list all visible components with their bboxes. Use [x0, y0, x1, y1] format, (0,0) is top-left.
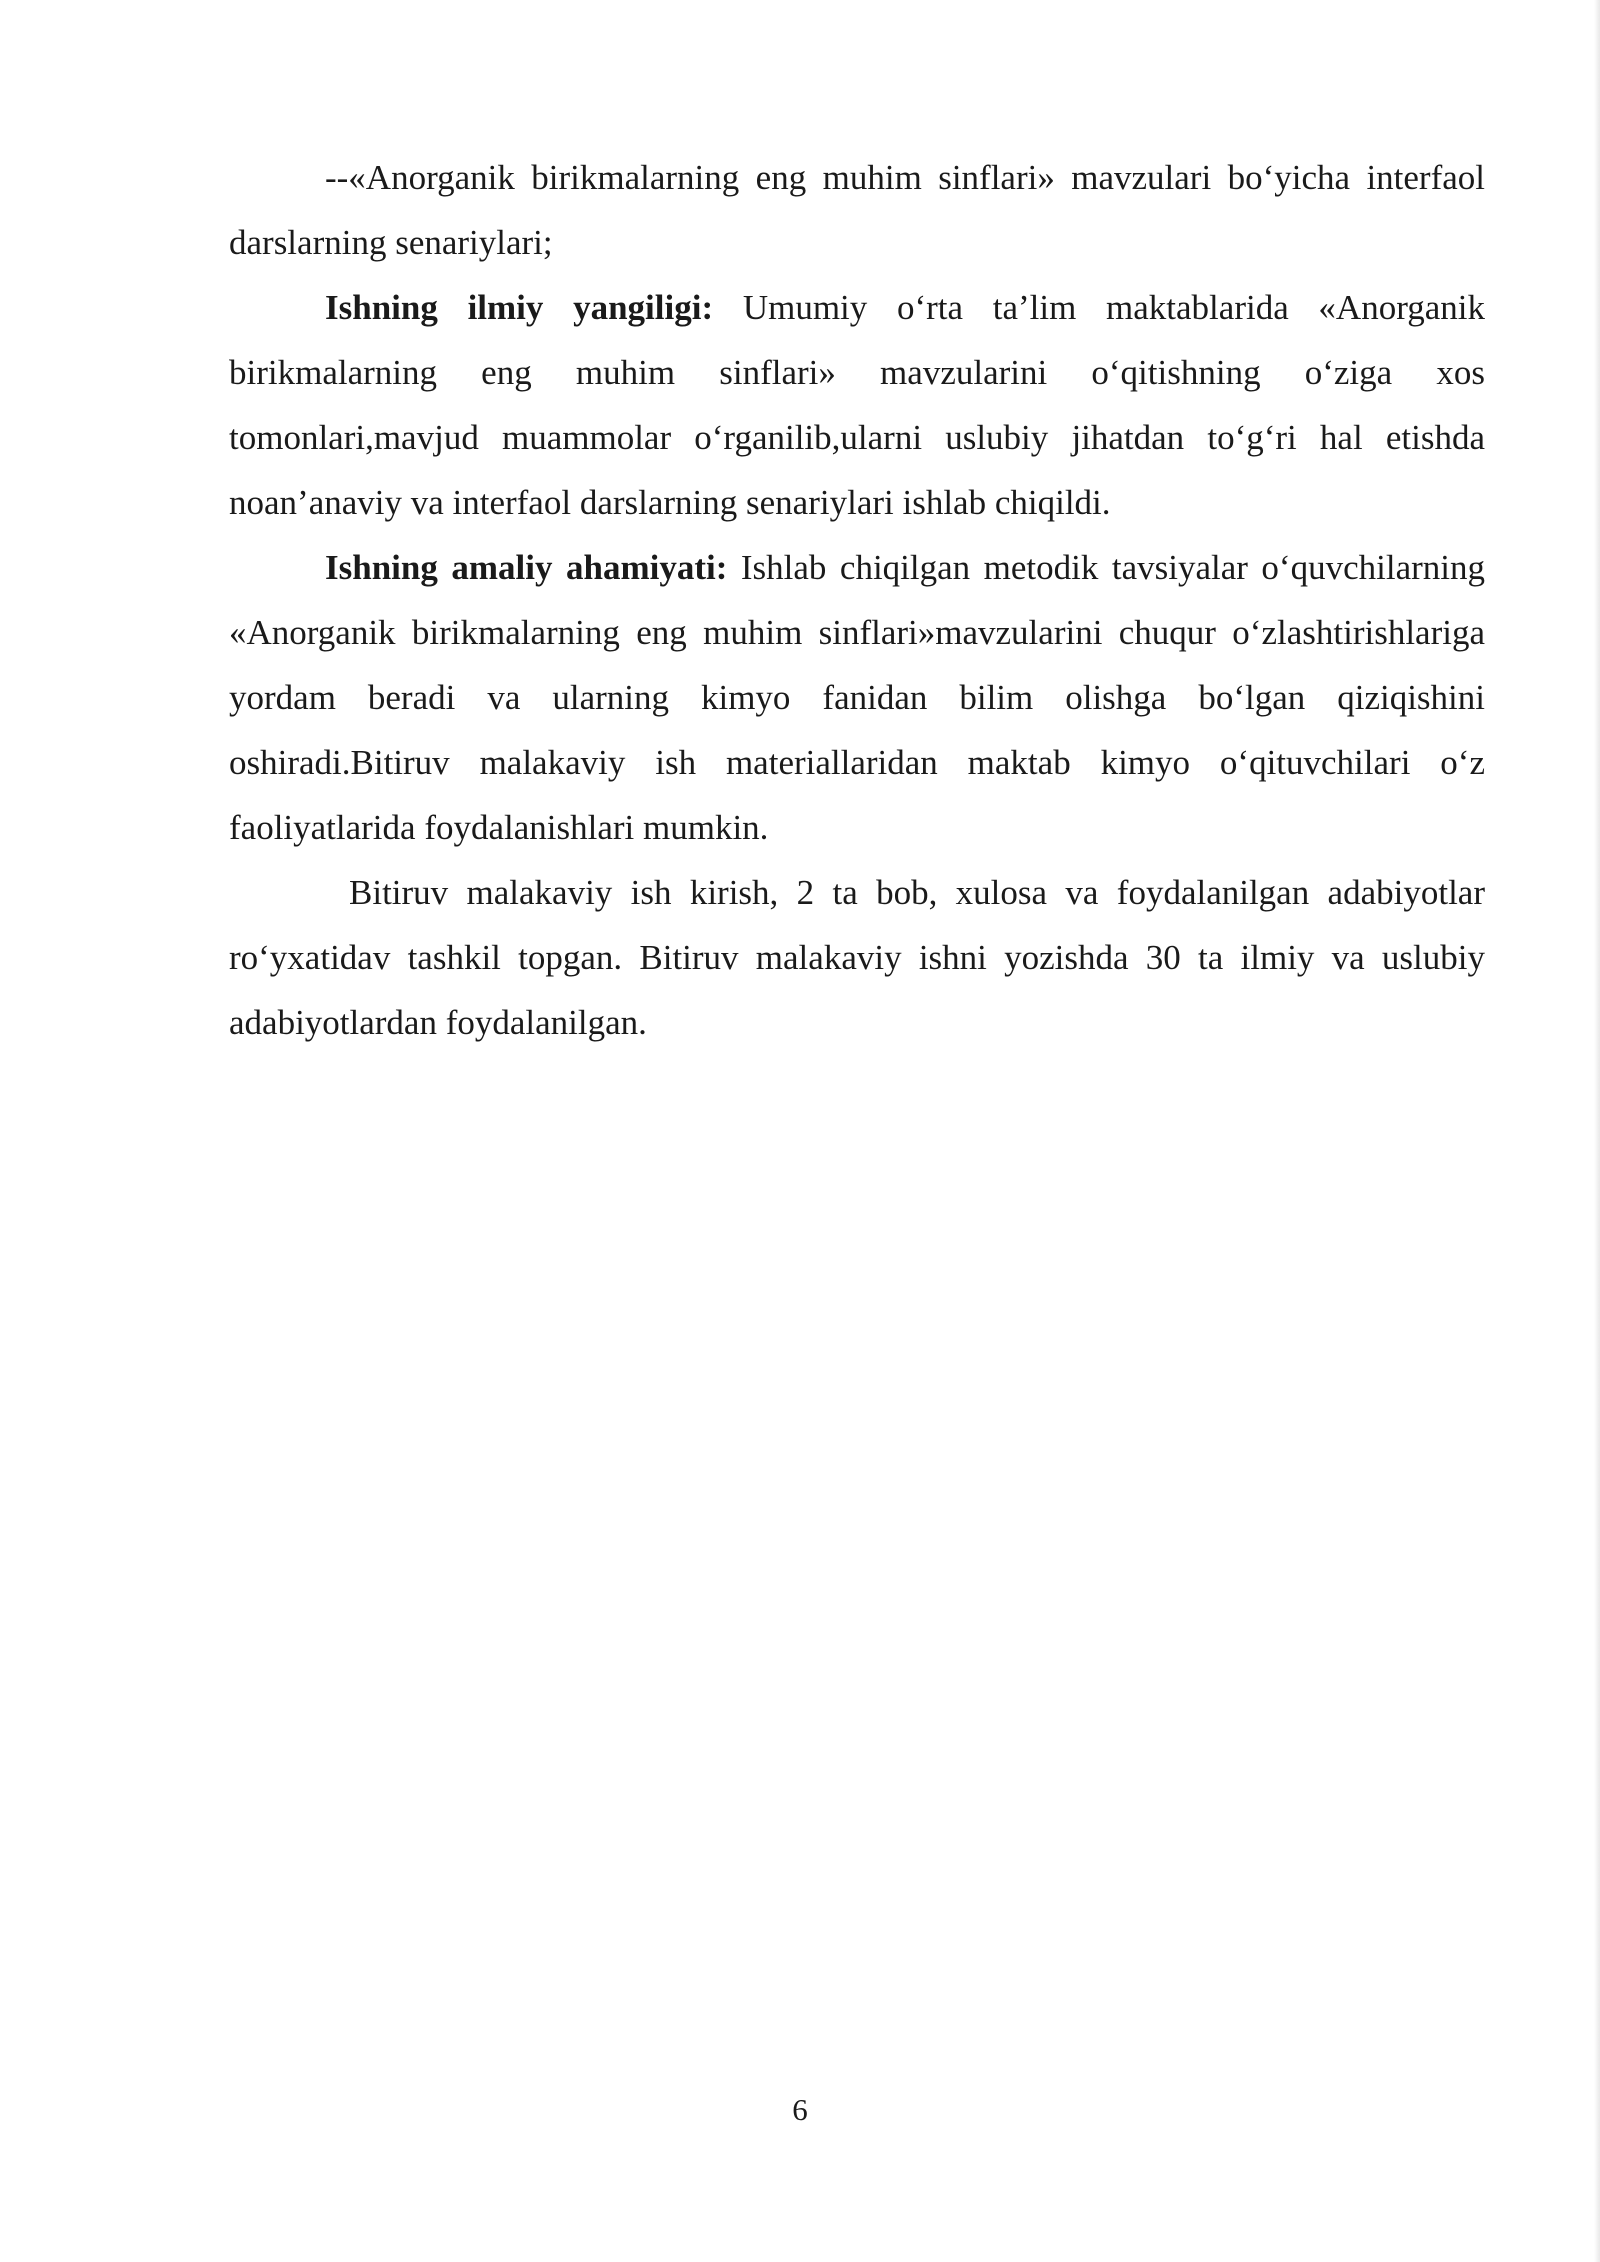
paragraph-text: --«Anorganik birikmalarning eng muhim sinflari» mavzulari bo‘yicha interfaol darslarning senariylari; [229, 158, 1485, 262]
paragraph-interactive-lessons [229, 145, 1485, 275]
page-number: 6 [792, 2092, 808, 2127]
paragraph-heading: Ishning ilmiy yangiligi: [325, 288, 714, 327]
paragraph-text: Ishlab chiqilgan metodik tavsiyalar o‘quvchilarning «Anorganik birikmalarning eng muhim sinflari»mavzularini chuqur o‘zlashtirishlariga yordam beradi va ularning kimyo fanidan bilim olishga bo‘lgan qiziqishini oshiradi.Bitiruv malakaviy ish materiallaridan maktab kimyo o‘qituvchilari o‘z faoliyatlarida foydalanishlari mumkin. [229, 548, 1485, 847]
paragraph-structure [229, 860, 1485, 1055]
paragraph-practical-significance [229, 535, 1485, 860]
paragraph-text: Umumiy o‘rta ta’lim maktablarida «Anorganik birikmalarning eng muhim sinflari» mavzularini o‘qitishning o‘ziga xos tomonlari,mavjud muammolar o‘rganilib,ularni uslubiy jihatdan to‘g‘ri hal etishda noan’anaviy va interfaol darslarning senariylari ishlab chiqildi. [229, 288, 1485, 522]
document-body [229, 145, 1485, 1055]
paragraph-scientific-novelty [229, 275, 1485, 535]
paragraph-text: Bitiruv malakaviy ish kirish, 2 ta bob, xulosa va foydalanilgan adabiyotlar ro‘yxatidav tashkil topgan. Bitiruv malakaviy ishni yozishda 30 ta ilmiy va uslubiy adabiyotlardan foydalanilgan. [229, 873, 1485, 1042]
page-edge [1594, 0, 1600, 2262]
paragraph-heading: Ishning amaliy ahamiyati: [325, 548, 728, 587]
